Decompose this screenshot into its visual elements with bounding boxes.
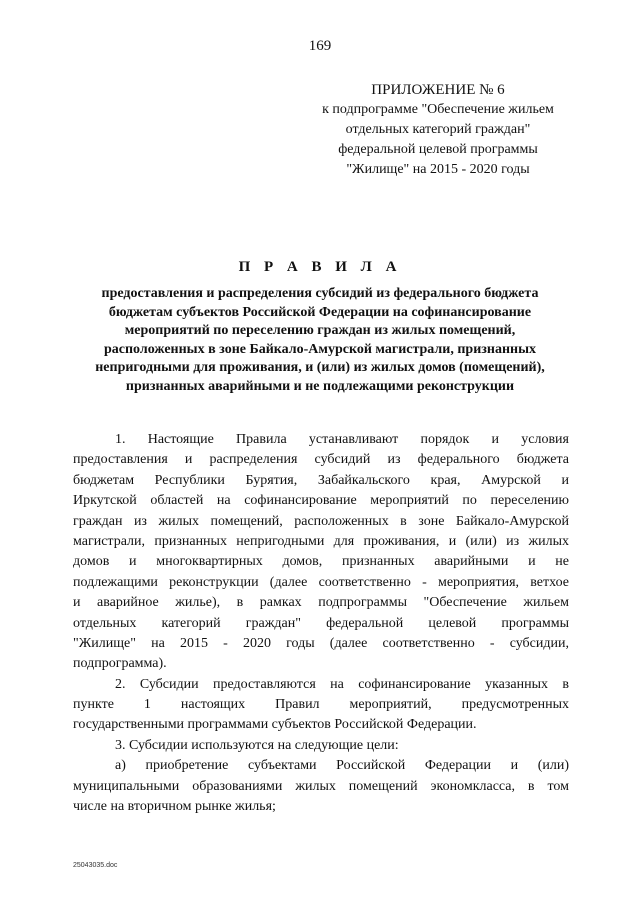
paragraph-1-line: граждан из жилых помещений, расположенных в зоне Байкало-Амурской (73, 513, 569, 529)
appendix-line: "Жилище" на 2015 - 2020 годы (346, 162, 530, 177)
appendix-line: к подпрограмме "Обеспечение жильем (322, 102, 554, 117)
subtitle-line: предоставления и распределения субсидий из федерального бюджета (101, 286, 539, 301)
document-title: П Р А В И Л А (238, 259, 402, 275)
paragraph-3a-line: числе на вторичном рынке жилья; (73, 799, 276, 815)
paragraph-1-line: Иркутской областей на софинансирование мероприятий по переселению (73, 493, 569, 509)
page-number: 169 (308, 38, 332, 54)
paragraph-1-line: 1. Настоящие Правила устанавливают порядок и условия (115, 432, 569, 447)
subtitle-line: бюджетам субъектов Российской Федерации на софинансирование (108, 304, 532, 320)
paragraph-1-line: предоставления и распределения субсидий из федерального бюджета (73, 452, 569, 468)
paragraph-1-line: домов и многоквартирных домов, признанных аварийными и не (73, 554, 569, 570)
paragraph-3a-line: а) приобретение субъектами Российской Федерации и (или) (115, 758, 569, 774)
paragraph-3-line: 3. Субсидии используются на следующие цели: (115, 737, 399, 753)
subtitle-line: признанных аварийными и не подлежащими реконструкции (125, 378, 515, 394)
footer-file-code: 25043035.doc (73, 862, 118, 869)
document-body (73, 430, 569, 817)
paragraph-1-line: отдельных категорий граждан" федеральной целевой программы (73, 615, 569, 631)
paragraph-2-line: государственными программами субъектов Российской Федерации. (73, 717, 477, 733)
paragraph-2-line: пункте 1 настоящих Правил мероприятий, предусмотренных (73, 697, 569, 713)
paragraph-1-line: бюджетам Республики Бурятия, Забайкальского края, Амурской и (73, 472, 569, 488)
appendix-line: отдельных категорий граждан" (345, 122, 531, 137)
appendix-title: ПРИЛОЖЕНИЕ № 6 (371, 82, 505, 98)
paragraph-1-line: "Жилище" на 2015 - 2020 годы (далее соответственно - субсидии, (73, 635, 569, 651)
paragraph-1-line: и аварийное жилье), в рамках подпрограммы "Обеспечение жильем (73, 595, 569, 611)
subtitle-line: расположенных в зоне Байкало-Амурской магистрали, признанных (103, 341, 537, 357)
appendix-line: федеральной целевой программы (338, 142, 538, 157)
appendix-block (298, 80, 578, 180)
paragraph-1-line: магистрали, признанных непригодными для проживания, и (или) из жилых (73, 533, 569, 549)
subtitle-line: мероприятий по переселению граждан из жилых помещений, (124, 323, 516, 338)
paragraph-2-line: 2. Субсидии предоставляются на софинансирование указанных в (115, 676, 569, 692)
document-subtitle (50, 285, 590, 396)
paragraph-1-line: подлежащими реконструкции (далее соответственно - мероприятия, ветхое (73, 574, 569, 590)
paragraph-1-line: подпрограмма). (73, 656, 167, 672)
paragraph-3a-line: муниципальными образованиями жилых помещений экономкласса, в том (73, 778, 569, 794)
subtitle-line: непригодными для проживания, и (или) из жилых домов (помещений), (95, 360, 545, 375)
